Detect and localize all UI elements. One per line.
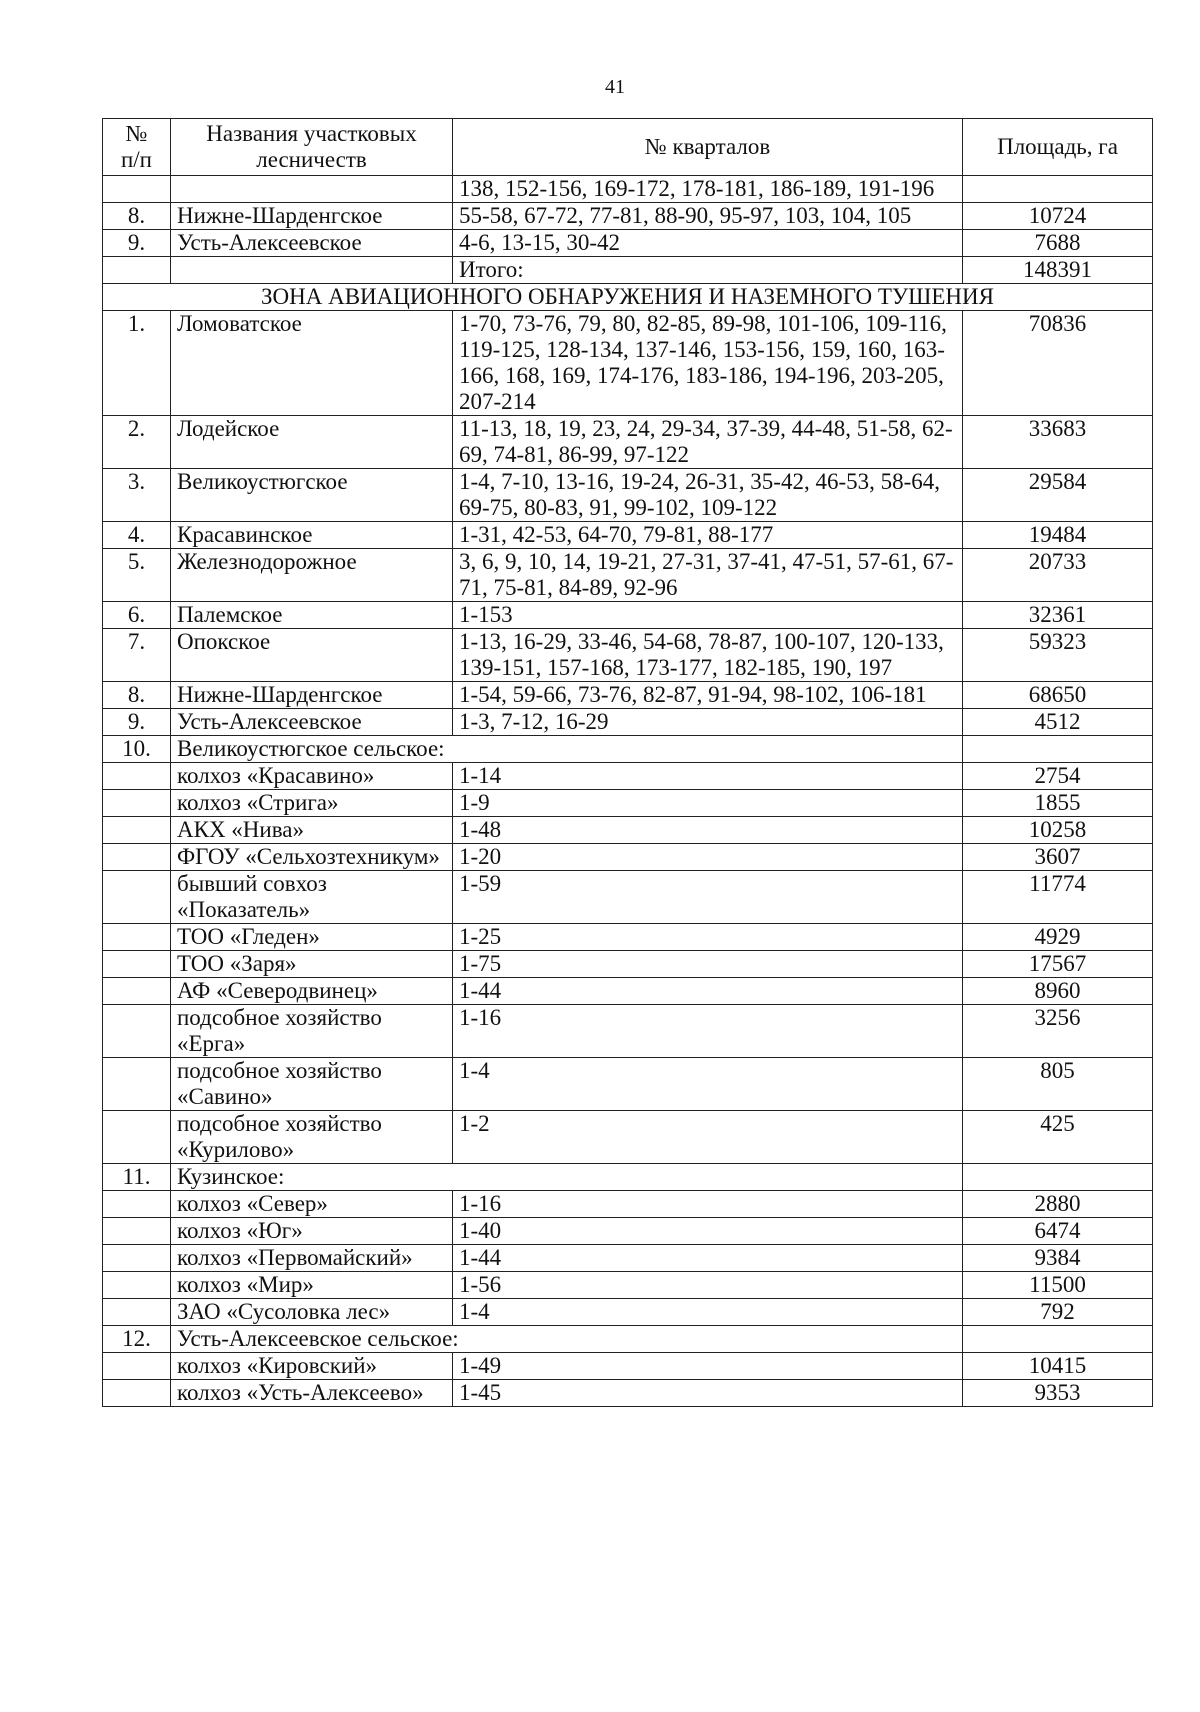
area-value: 1855 <box>963 790 1153 817</box>
quarters-list: 1-16 <box>453 1191 963 1218</box>
zone-title-row <box>103 284 1153 311</box>
quarters-list: 4-6, 13-15, 30-42 <box>453 230 963 257</box>
group-title: Великоустюгское сельское: <box>171 736 963 763</box>
farm-name: колхоз «Мир» <box>171 1272 453 1299</box>
sub-row <box>103 1058 1153 1111</box>
row-number-empty <box>103 817 171 844</box>
row-number: 5. <box>103 549 171 602</box>
area-value: 4929 <box>963 924 1153 951</box>
quarters-list: 1-4 <box>453 1299 963 1326</box>
quarters-list: 1-3, 7-12, 16-29 <box>453 709 963 736</box>
quarters-list: 1-16 <box>453 1005 963 1058</box>
area-value: 17567 <box>963 951 1153 978</box>
row-number-empty <box>103 951 171 978</box>
row-number-empty <box>103 1058 171 1111</box>
farm-name: колхоз «Север» <box>171 1191 453 1218</box>
row-number: 1. <box>103 311 171 416</box>
forestry-name <box>171 176 453 203</box>
sub-row <box>103 844 1153 871</box>
row-number-empty <box>103 1380 171 1407</box>
sub-row <box>103 1380 1153 1407</box>
row-number-empty <box>103 1005 171 1058</box>
area-value: 792 <box>963 1299 1153 1326</box>
row-number-empty <box>103 1353 171 1380</box>
forestry-name: Красавинское <box>171 522 453 549</box>
area-value: 32361 <box>963 602 1153 629</box>
area-value: 33683 <box>963 416 1153 469</box>
forestry-name <box>171 257 453 284</box>
area-value: 10724 <box>963 203 1153 230</box>
farm-name: АКХ «Нива» <box>171 817 453 844</box>
group-header-row <box>103 1164 1153 1191</box>
farm-name: ТОО «Заря» <box>171 951 453 978</box>
row-number: 4. <box>103 522 171 549</box>
row-number-empty <box>103 1218 171 1245</box>
row-number-empty <box>103 871 171 924</box>
farm-name: колхоз «Кировский» <box>171 1353 453 1380</box>
area-value: 9384 <box>963 1245 1153 1272</box>
table-row <box>103 311 1153 416</box>
table-row <box>103 230 1153 257</box>
group-header-row <box>103 736 1153 763</box>
quarters-list: 1-44 <box>453 978 963 1005</box>
area-value: 70836 <box>963 311 1153 416</box>
area-value: 6474 <box>963 1218 1153 1245</box>
table-row <box>103 709 1153 736</box>
row-number: 2. <box>103 416 171 469</box>
header-num: № п/п <box>103 119 171 176</box>
header-name: Названия участковых лесничеств <box>171 119 453 176</box>
forestry-name: Палемское <box>171 602 453 629</box>
forestry-name: Усть-Алексеевское <box>171 230 453 257</box>
table-row <box>103 416 1153 469</box>
row-number-empty <box>103 1111 171 1164</box>
area-value: 805 <box>963 1058 1153 1111</box>
header-quarters: № кварталов <box>453 119 963 176</box>
group-title: Кузинское: <box>171 1164 963 1191</box>
row-number-empty <box>103 1299 171 1326</box>
row-number: 8. <box>103 682 171 709</box>
area-value: 2880 <box>963 1191 1153 1218</box>
table-row <box>103 629 1153 682</box>
row-number-empty <box>103 790 171 817</box>
area-value: 3607 <box>963 844 1153 871</box>
area-value: 11500 <box>963 1272 1153 1299</box>
quarters-list: 1-44 <box>453 1245 963 1272</box>
quarters-list: 1-59 <box>453 871 963 924</box>
quarters-list: 1-40 <box>453 1218 963 1245</box>
group-area-empty <box>963 1164 1153 1191</box>
sub-row <box>103 1111 1153 1164</box>
forestry-table <box>102 118 1153 1407</box>
farm-name: подсобное хозяйство «Савино» <box>171 1058 453 1111</box>
area-value: 425 <box>963 1111 1153 1164</box>
area-value: 9353 <box>963 1380 1153 1407</box>
sub-row <box>103 817 1153 844</box>
quarters-list: 1-2 <box>453 1111 963 1164</box>
quarters-list: 1-4 <box>453 1058 963 1111</box>
quarters-list: 3, 6, 9, 10, 14, 19-21, 27-31, 37-41, 47-51, 57-61, 67-71, 75-81, 84-89, 92-96 <box>453 549 963 602</box>
sub-row <box>103 951 1153 978</box>
table-row <box>103 549 1153 602</box>
row-number-empty <box>103 763 171 790</box>
farm-name: колхоз «Усть-Алексеево» <box>171 1380 453 1407</box>
row-number <box>103 257 171 284</box>
group-area-empty <box>963 736 1153 763</box>
quarters-list: 1-45 <box>453 1380 963 1407</box>
farm-name: колхоз «Стрига» <box>171 790 453 817</box>
quarters-list: 1-25 <box>453 924 963 951</box>
page-number: 41 <box>605 76 625 98</box>
row-number-empty <box>103 1245 171 1272</box>
forestry-name: Лодейское <box>171 416 453 469</box>
area-value: 2754 <box>963 763 1153 790</box>
quarters-list: 1-153 <box>453 602 963 629</box>
quarters-list: 1-56 <box>453 1272 963 1299</box>
quarters-list: Итого: <box>453 257 963 284</box>
forestry-name: Опокское <box>171 629 453 682</box>
row-number-empty <box>103 1272 171 1299</box>
sub-row <box>103 1005 1153 1058</box>
row-number: 6. <box>103 602 171 629</box>
quarters-list: 1-31, 42-53, 64-70, 79-81, 88-177 <box>453 522 963 549</box>
row-number-empty <box>103 844 171 871</box>
forestry-name: Усть-Алексеевское <box>171 709 453 736</box>
sub-row <box>103 978 1153 1005</box>
table-row <box>103 522 1153 549</box>
group-area-empty <box>963 1326 1153 1353</box>
header-area: Площадь, га <box>963 119 1153 176</box>
farm-name: ЗАО «Сусоловка лес» <box>171 1299 453 1326</box>
farm-name: колхоз «Юг» <box>171 1218 453 1245</box>
quarters-list: 1-9 <box>453 790 963 817</box>
row-number: 8. <box>103 203 171 230</box>
quarters-list: 1-4, 7-10, 13-16, 19-24, 26-31, 35-42, 46-53, 58-64, 69-75, 80-83, 91, 99-102, 109-122 <box>453 469 963 522</box>
quarters-list: 1-49 <box>453 1353 963 1380</box>
area-value: 19484 <box>963 522 1153 549</box>
area-value: 68650 <box>963 682 1153 709</box>
farm-name: ТОО «Гледен» <box>171 924 453 951</box>
table-row <box>103 176 1153 203</box>
area-value: 8960 <box>963 978 1153 1005</box>
zone-title: ЗОНА АВИАЦИОННОГО ОБНАРУЖЕНИЯ И НАЗЕМНОГО ТУШЕНИЯ <box>103 284 1153 311</box>
group-number: 10. <box>103 736 171 763</box>
forestry-name: Ломоватское <box>171 311 453 416</box>
quarters-list: 1-48 <box>453 817 963 844</box>
quarters-list: 1-20 <box>453 844 963 871</box>
area-value: 59323 <box>963 629 1153 682</box>
area-value: 10415 <box>963 1353 1153 1380</box>
sub-row <box>103 1245 1153 1272</box>
quarters-list: 138, 152-156, 169-172, 178-181, 186-189, 191-196 <box>453 176 963 203</box>
quarters-list: 1-54, 59-66, 73-76, 82-87, 91-94, 98-102, 106-181 <box>453 682 963 709</box>
farm-name: АФ «Северодвинец» <box>171 978 453 1005</box>
farm-name: подсобное хозяйство «Курилово» <box>171 1111 453 1164</box>
table-row <box>103 257 1153 284</box>
area-value: 20733 <box>963 549 1153 602</box>
table-row <box>103 469 1153 522</box>
row-number: 7. <box>103 629 171 682</box>
sub-row <box>103 1353 1153 1380</box>
row-number <box>103 176 171 203</box>
sub-row <box>103 763 1153 790</box>
table-header-row <box>103 119 1153 176</box>
sub-row <box>103 1299 1153 1326</box>
forestry-name: Железнодорожное <box>171 549 453 602</box>
table-row <box>103 602 1153 629</box>
sub-row <box>103 1218 1153 1245</box>
sub-row <box>103 1272 1153 1299</box>
area-value: 29584 <box>963 469 1153 522</box>
quarters-list: 1-70, 73-76, 79, 80, 82-85, 89-98, 101-106, 109-116, 119-125, 128-134, 137-146, 153-156, 159, 160, 163-166, 168, 169, 174-176, 183-186, 194-196, 203-205, 207-214 <box>453 311 963 416</box>
sub-row <box>103 790 1153 817</box>
row-number-empty <box>103 1191 171 1218</box>
group-number: 11. <box>103 1164 171 1191</box>
row-number-empty <box>103 924 171 951</box>
area-value: 3256 <box>963 1005 1153 1058</box>
row-number-empty <box>103 978 171 1005</box>
table-row <box>103 203 1153 230</box>
area-value: 4512 <box>963 709 1153 736</box>
forestry-name: Великоустюгское <box>171 469 453 522</box>
group-header-row <box>103 1326 1153 1353</box>
group-number: 12. <box>103 1326 171 1353</box>
quarters-list: 1-13, 16-29, 33-46, 54-68, 78-87, 100-107, 120-133, 139-151, 157-168, 173-177, 182-185, 190, 197 <box>453 629 963 682</box>
farm-name: подсобное хозяйство «Ерга» <box>171 1005 453 1058</box>
farm-name: ФГОУ «Сельхозтехникум» <box>171 844 453 871</box>
row-number: 3. <box>103 469 171 522</box>
area-value: 7688 <box>963 230 1153 257</box>
quarters-list: 1-14 <box>453 763 963 790</box>
sub-row <box>103 1191 1153 1218</box>
farm-name: бывший совхоз «Показатель» <box>171 871 453 924</box>
forestry-name: Нижне-Шарденгское <box>171 682 453 709</box>
sub-row <box>103 871 1153 924</box>
sub-row <box>103 924 1153 951</box>
quarters-list: 1-75 <box>453 951 963 978</box>
forestry-name: Нижне-Шарденгское <box>171 203 453 230</box>
area-value <box>963 176 1153 203</box>
farm-name: колхоз «Первомайский» <box>171 1245 453 1272</box>
table-row <box>103 682 1153 709</box>
farm-name: колхоз «Красавино» <box>171 763 453 790</box>
quarters-list: 55-58, 67-72, 77-81, 88-90, 95-97, 103, 104, 105 <box>453 203 963 230</box>
area-value: 148391 <box>963 257 1153 284</box>
row-number: 9. <box>103 230 171 257</box>
group-title: Усть-Алексеевское сельское: <box>171 1326 963 1353</box>
area-value: 10258 <box>963 817 1153 844</box>
row-number: 9. <box>103 709 171 736</box>
quarters-list: 11-13, 18, 19, 23, 24, 29-34, 37-39, 44-48, 51-58, 62-69, 74-81, 86-99, 97-122 <box>453 416 963 469</box>
area-value: 11774 <box>963 871 1153 924</box>
